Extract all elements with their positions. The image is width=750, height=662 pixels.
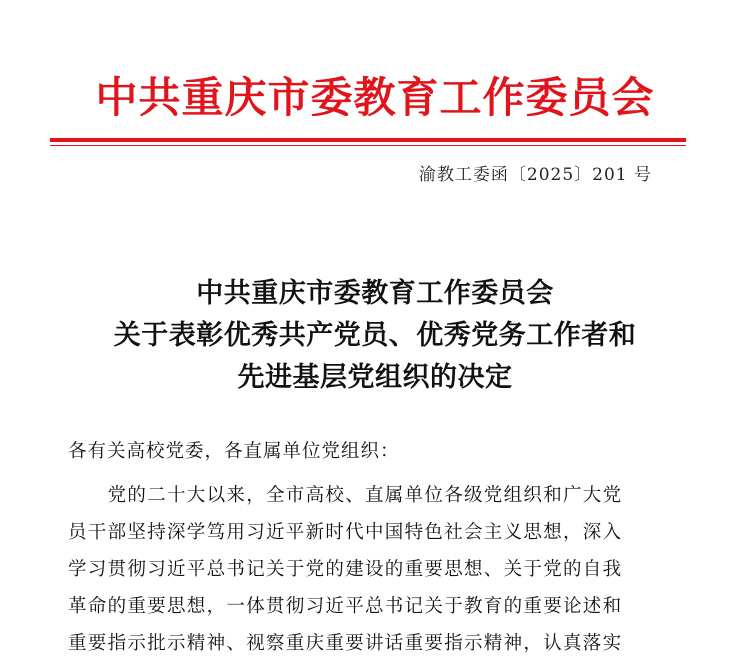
- body-paragraph: [68, 477, 668, 662]
- body-line: 重要指示批示精神、视察重庆重要讲话重要指示精神，认真落实: [68, 633, 623, 654]
- document-number: 渝教工委函〔2025〕201 号: [418, 165, 652, 185]
- body-line: 学习贯彻习近平总书记关于党的建设的重要思想、关于党的自我: [68, 559, 623, 580]
- body-line: 员干部坚持深学笃用习近平新时代中国特色社会主义思想，深入: [68, 522, 623, 543]
- title-line: 中共重庆市委教育工作委员会: [196, 278, 554, 309]
- red-header-rule: [50, 138, 686, 142]
- issuing-organization-header: 中共重庆市委教育工作委员会: [95, 73, 655, 122]
- body-line: 革命的重要思想，一体贯彻习近平总书记关于教育的重要论述和: [68, 596, 623, 617]
- body-line: 党的二十大以来，全市高校、直属单位各级党组织和广大党: [68, 485, 623, 506]
- title-line: 关于表彰优秀共产党员、优秀党务工作者和: [113, 320, 637, 351]
- document-title: [0, 273, 750, 399]
- title-line: 先进基层党组织的决定: [237, 362, 513, 393]
- red-header-rule-thin: [50, 145, 686, 146]
- salutation: 各有关高校党委，各直属单位党组织：: [68, 441, 400, 462]
